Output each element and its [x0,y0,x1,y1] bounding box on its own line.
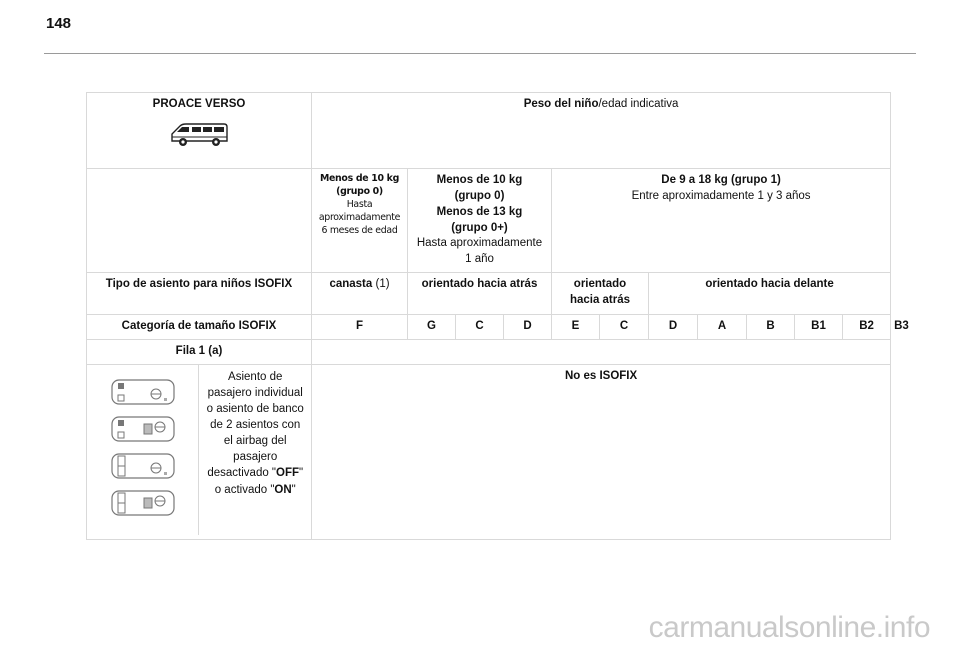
size-value: C [456,315,504,340]
watermark: carmanualsonline.info [648,611,930,644]
weight-text: Menos de 10 kg [319,173,400,184]
weight-text: (grupo 0+) [451,221,508,234]
weight-text: Menos de 13 kg [436,205,523,218]
seat-desc-text: Asiento de pasajero individual o asiento de banco de 2 asientos con el airbag del pasajero desactivado " [206,370,304,480]
page-number: 148 [46,15,72,32]
seat-diagram-cell [87,364,312,539]
seat-desc-text: " [291,483,296,496]
size-value: E [552,315,600,340]
size-value: A [698,315,747,340]
seat-type-front: orientado hacia delante [649,273,891,315]
size-value: C [600,315,649,340]
weight-group-0plus-cell [408,169,552,273]
seat-type-row [87,273,891,315]
weight-text: aproximadamente [318,211,401,223]
model-cell [87,93,312,169]
canasta-note: (1) [372,278,390,291]
canasta-text: canasta [329,278,373,291]
seat-description [198,365,311,535]
rear2-line: hacia atrás [569,294,631,307]
size-value: D [504,315,552,340]
empty-cell [87,169,312,273]
weight-text: (grupo 0) [454,189,505,202]
model-name: PROACE VERSO [152,98,246,110]
size-value: B1 [795,315,843,340]
on-text: ON [274,483,292,496]
size-value: D [649,315,698,340]
weight-header-rest: /edad indicativa [598,98,679,110]
seat-type-canasta [312,273,408,315]
seat-type-rear: orientado hacia atrás [408,273,552,315]
car-top-view-icon [110,414,176,444]
weight-text: 1 año [465,253,494,266]
row1-label: Fila 1 (a) [87,340,312,365]
size-value: F [312,315,408,340]
rear2-line: orientado [573,278,627,291]
seat-type-label: Tipo de asiento para niños ISOFIX [87,273,312,315]
isofix-table [86,92,909,540]
size-value: G [408,315,456,340]
weight-text: Hasta [346,198,373,210]
weight-text: 6 meses de edad [321,224,398,236]
not-isofix-cell: No es ISOFIX [312,364,891,539]
car-top-view-icon [110,451,176,481]
header-row [87,93,891,169]
weight-text: Menos de 10 kg [436,174,523,186]
seat-diagrams [87,365,198,535]
size-value: B [747,315,795,340]
passenger-seat-row [87,364,891,539]
weight-group-1-cell [552,169,891,273]
weights-row [87,169,891,273]
van-side-icon [169,122,229,148]
weight-group-0-cell [312,169,408,273]
car-top-view-icon [110,377,176,407]
size-value: B2 [843,315,891,340]
weight-text: Entre aproximadamente 1 y 3 años [631,189,811,202]
header-rule [44,53,916,54]
weight-text: (grupo 0) [336,185,383,197]
size-label: Categoría de tamaño ISOFIX [87,315,312,340]
weight-text: De 9 a 18 kg (grupo 1) [661,174,781,186]
empty-cell [312,340,891,365]
row1-header [87,340,891,365]
weight-header-bold: Peso del niño [523,98,599,110]
car-top-view-icon [110,488,176,518]
size-row: Categoría de tamaño ISOFIX F G C D E C D A B B1 B2 B3 [87,315,891,340]
seat-desc-text: " o activado " [214,467,304,496]
off-text: OFF [276,467,300,480]
weight-header-cell [312,93,891,169]
weight-text: Hasta aproximadamente [416,237,543,250]
seat-type-rear-2 [552,273,649,315]
